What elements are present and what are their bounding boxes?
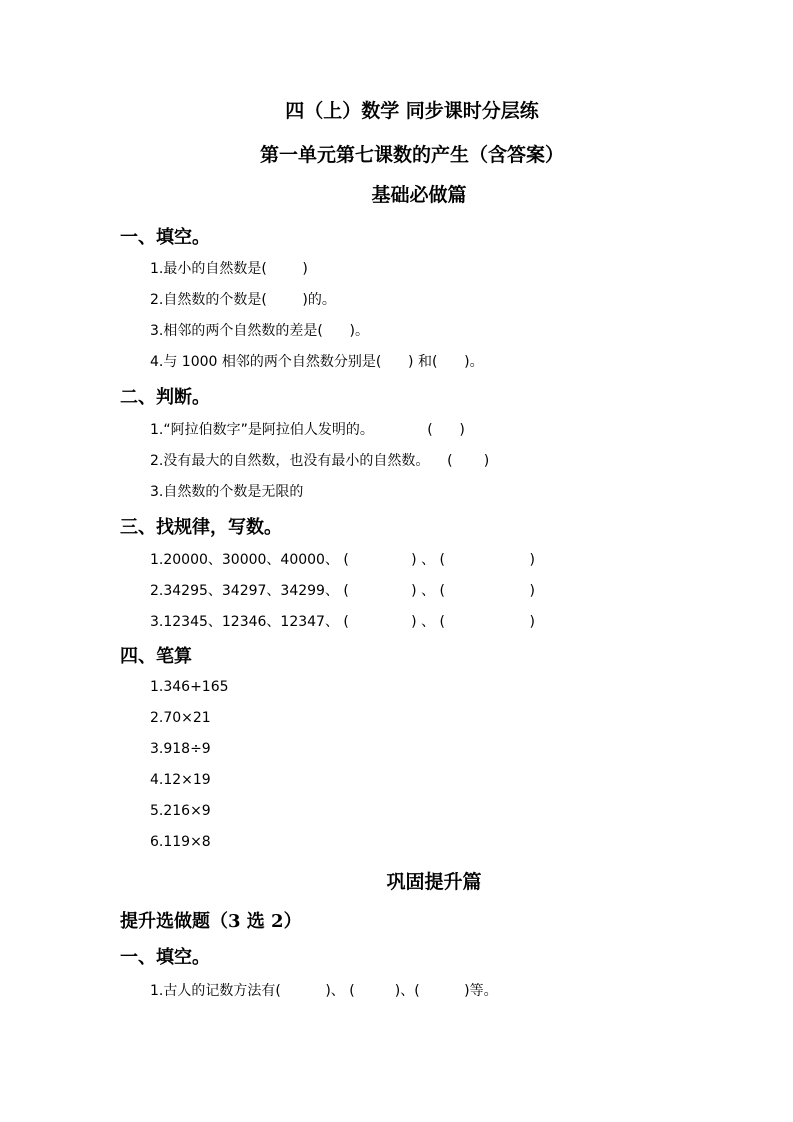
question-item: 1.古人的记数方法有( )、 ( )、( )等。 [150,983,498,999]
section-heading: 一、填空。 [120,947,210,968]
question-item: 1.20000、30000、40000、 ( ) 、 ( ) [150,552,536,568]
question-item: 4.与 1000 相邻的两个自然数分别是( ) 和( )。 [150,354,484,370]
question-item: 4.12×19 [150,772,211,788]
question-item: 1.最小的自然数是( ) [150,261,308,277]
section-heading: 二、判断。 [120,387,210,408]
page-subtitle: 第一单元第七课数的产生（含答案） [259,144,565,166]
question-item: 2.70×21 [150,710,211,726]
part-heading-advanced: 巩固提升篇 [386,871,482,893]
question-item: 2.自然数的个数是( )的。 [150,292,336,308]
question-item: 3.12345、12346、12347、 ( ) 、 ( ) [150,614,536,630]
section-heading: 四、笔算 [120,646,192,667]
question-item: 1.346+165 [150,679,229,695]
question-item: 3.918÷9 [150,741,211,757]
part-heading-basic: 基础必做篇 [371,184,467,206]
question-item: 2.34295、34297、34299、 ( ) 、 ( ) [150,583,536,599]
question-item: 5.216×9 [150,803,211,819]
question-item: 3.自然数的个数是无限的 [150,484,304,500]
page-title: 四（上）数学 同步课时分层练 [285,100,539,122]
question-item: 1.“阿拉伯数字”是阿拉伯人发明的。 ( ) [150,422,465,438]
section-heading: 一、填空。 [120,227,210,248]
question-item: 6.119×8 [150,834,211,850]
section-heading: 三、找规律，写数。 [120,517,282,538]
question-item: 3.相邻的两个自然数的差是( )。 [150,323,369,339]
question-item: 2.没有最大的自然数，也没有最小的自然数。 ( ) [150,453,490,469]
optional-heading: 提升选做题（3 选 2） [120,911,302,932]
